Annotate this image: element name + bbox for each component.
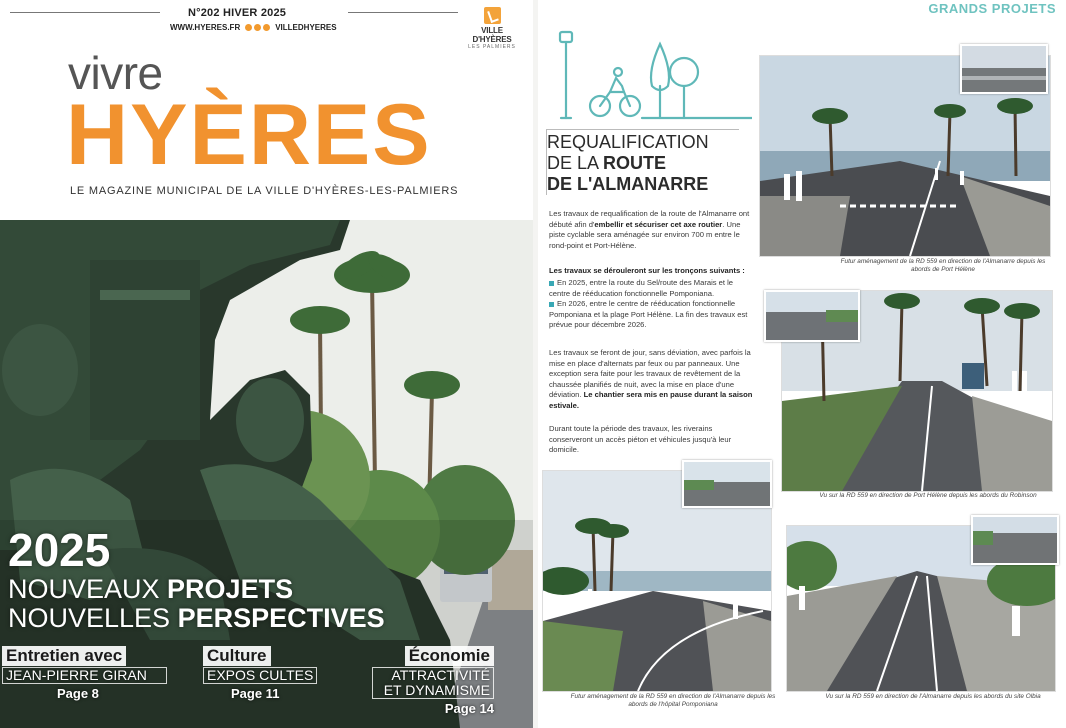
teaser-title: EXPOS CULTES: [203, 667, 317, 684]
issue-number: N°202 HIVER 2025: [188, 7, 287, 19]
list-item: En 2025, entre la route du Sel/route des Marais et le centre de rééducation fonctionnelle Pomponiana.: [549, 278, 734, 298]
masthead-hyeres: HYÈRES: [66, 87, 432, 183]
caption-robinson: Vu sur la RD 559 en direction de Port Hélène depuis les abords du Robinson: [819, 492, 1037, 499]
bullet-square-icon: [549, 302, 554, 307]
inset-photo-port-helene: [960, 44, 1048, 94]
teaser-economy[interactable]: [372, 646, 494, 716]
teaser-title: ATTRACTIVITÉ ET DYNAMISME: [372, 667, 494, 699]
logo-city-name: VILLE D'HYÈRES: [472, 26, 512, 44]
bullet-square-icon: [549, 281, 554, 286]
sections-heading: Les travaux se dérouleront sur les tronçons suivants :: [549, 266, 745, 275]
teaser-page: Page 11: [231, 686, 280, 701]
inset-photo-olbia: [971, 515, 1059, 565]
intro-paragraph: Les travaux de requalification de la route de l'Almanarre ont débuté afin d'embellir et sécuriser cet axe routier. Une piste cyclable sera aménagée sur environ 700 m entre le rond-point et Port-Hélène.: [549, 209, 750, 250]
bike-lane-illustration: [552, 30, 752, 120]
section-label: GRANDS PROJETS: [928, 1, 1056, 16]
teaser-culture[interactable]: [203, 646, 317, 701]
residents-paragraph: Durant toute la période des travaux, les riverains conserveront un accès piéton et véhicules jusqu'à leur domicile.: [549, 424, 732, 454]
website-link[interactable]: WWW.HYERES.FR: [170, 23, 241, 32]
sections-list: [549, 278, 754, 331]
teaser-page: Page 8: [57, 686, 99, 701]
masthead-tagline: LE MAGAZINE MUNICIPAL DE LA VILLE D'HYÈRES-LES-PALMIERS: [70, 185, 459, 197]
header-rule-left: [10, 12, 160, 13]
contact-row: [170, 23, 337, 32]
inset-photo-robinson: [764, 290, 860, 342]
city-logo: [462, 7, 522, 50]
list-item: En 2026, entre le centre de rééducation fonctionnelle Pomponiana et la plage Port Hélène. La fin des travaux est prévue pour décembre 2026.: [549, 299, 748, 329]
teaser-title: JEAN-PIERRE GIRAN: [2, 667, 167, 684]
palm-logo-icon: [484, 7, 501, 24]
social-handle: VILLEDHYERES: [275, 23, 337, 32]
caption-olbia: Vu sur la RD 559 en direction de l'Almanarre depuis les abords du site Olbia: [825, 693, 1041, 700]
teaser-category: Culture: [203, 646, 271, 666]
caption-pomponiana: Futur aménagement de la RD 559 en direction de l'Almanarre depuis les abords de l'hôpital Pomponiana: [570, 693, 776, 708]
article-page: [538, 0, 1066, 728]
works-paragraph: Les travaux se feront de jour, sans déviation, avec parfois la mise en place d'alternats par feux ou par panneaux. Une exception sera faite pour les travaux de revêtement de la chaussée planifiés de nuit, avec la mise en place d'une déviation. Le chantier sera mis en pause durant la saison estivale.: [549, 348, 753, 410]
cover-year: 2025: [8, 524, 111, 576]
social-icons: [245, 24, 270, 31]
cover-headline: NOUVEAUX PROJETS NOUVELLES PERSPECTIVES: [8, 574, 385, 633]
masthead-vivre: vivre: [68, 47, 163, 99]
caption-port-helene: Futur aménagement de la RD 559 en direction de l'Almanarre depuis les abords de Port Hélène: [840, 258, 1046, 273]
inset-photo-pomponiana: [682, 460, 772, 508]
teaser-category: Économie: [405, 646, 494, 666]
header-rule-right: [348, 12, 458, 13]
logo-subtitle: LES PALMIERS: [468, 44, 516, 50]
teaser-page: Page 14: [444, 701, 494, 716]
teaser-category: Entretien avec: [2, 646, 126, 666]
teaser-interview[interactable]: [2, 646, 167, 701]
article-title: REQUALIFICATION DE LA ROUTE DE L'ALMANARRE: [546, 129, 739, 195]
